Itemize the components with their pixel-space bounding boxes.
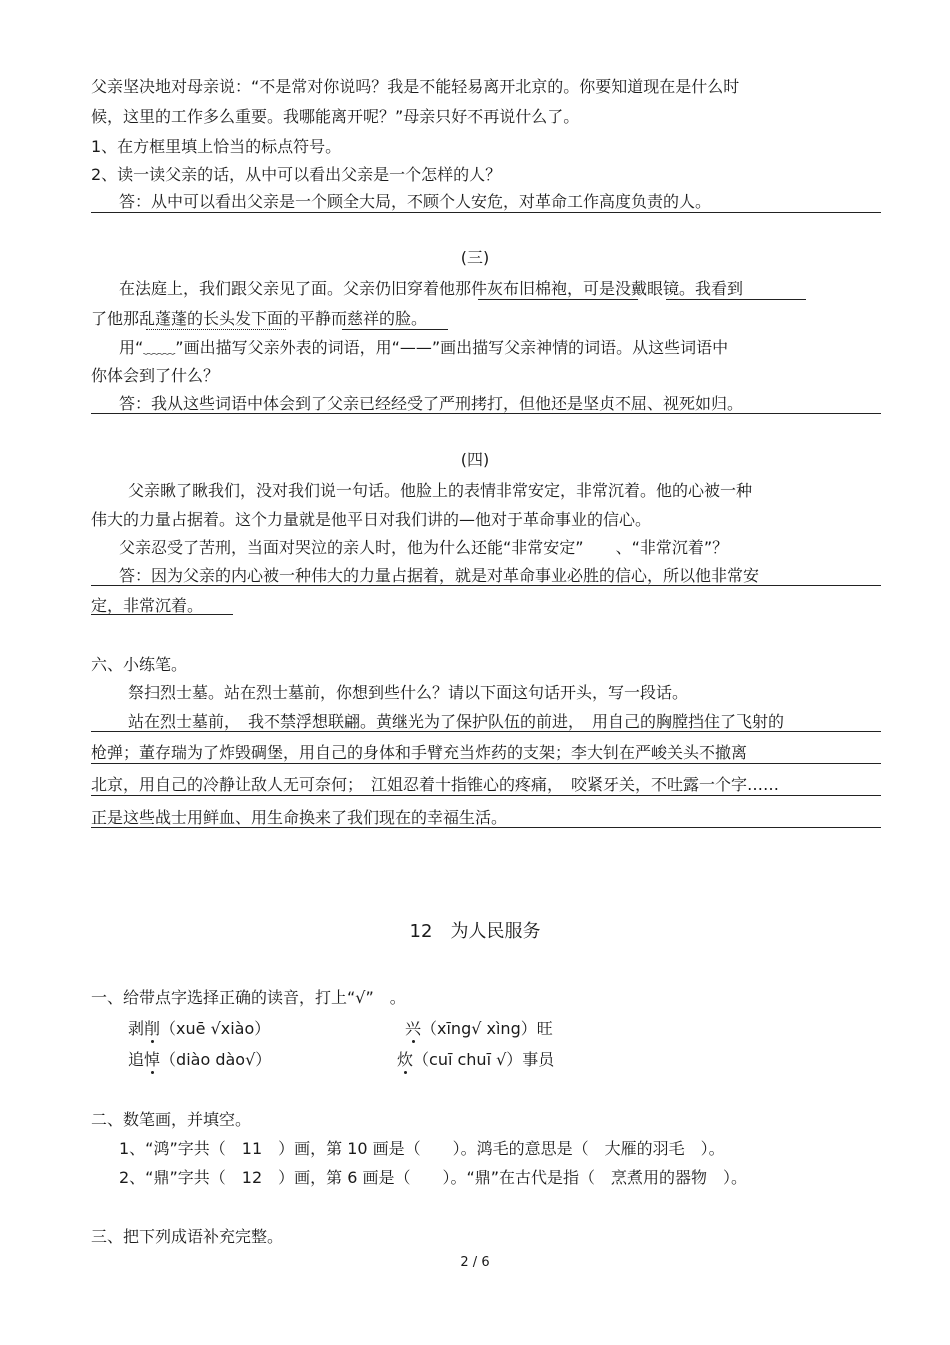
dotted-char: 炊: [397, 1050, 414, 1069]
answer: 答：我从这些词语中体会到了父亲已经经受了严刑拷打，但他还是坚贞不屈、视死如归。: [119, 394, 744, 413]
wavy-underline-mark: [146, 329, 286, 330]
writing-line: 枪弹；董存瑞为了炸毁碉堡，用自己的身体和手臂充当炸药的支架；李大钊在严峻关头不撤离: [91, 743, 748, 762]
dotted-char: 削: [144, 1019, 161, 1038]
question: 你体会到了什么？: [91, 366, 220, 385]
answer-rule: [91, 585, 881, 586]
section-heading: 六、小练笔。: [91, 655, 188, 674]
section-heading: (三): [460, 248, 490, 267]
passage-line: 伟大的力量占据着。这个力量就是他平日对我们讲的—他对于革命事业的信心。: [91, 510, 652, 529]
question: 2、“鼎”字共（ 12 ）画，第 6 画是（ ）。“鼎”在古代是指（ 烹煮用的器物 ）。: [119, 1168, 748, 1187]
underline-mark: [666, 299, 806, 300]
answer: 答：从中可以看出父亲是一个顾全大局，不顾个人安危，对革命工作高度负责的人。: [119, 192, 712, 211]
passage-line: 候，这里的工作多么重要。我哪能离开呢？”母亲只好不再说什么了。: [91, 107, 580, 126]
question: 1、“鸿”字共（ 11 ）画，第 10 画是（ ）。鸿毛的意思是（ 大雁的羽毛 ）。: [119, 1139, 725, 1158]
passage-line: 了他那乱蓬蓬的长头发下面的平静而慈祥的脸。: [91, 309, 428, 328]
question: 三、把下列成语补充完整。: [91, 1227, 284, 1246]
answer-rule: [91, 413, 881, 414]
pinyin-item: [128, 1050, 271, 1070]
page-number: 2 / 6: [460, 1255, 490, 1270]
writing-rule: [91, 795, 881, 796]
pinyin-item: [128, 1019, 270, 1039]
writing-prompt: 祭扫烈士墓。站在烈士墓前，你想到些什么？请以下面这句话开头，写一段话。: [128, 683, 689, 702]
pinyin-options: （xīng√ xìng）旺: [421, 1019, 553, 1038]
char: 剥: [128, 1019, 145, 1038]
answer-rule: [91, 212, 881, 213]
question: 一、给带点字选择正确的读音，打上“√” 。: [91, 988, 406, 1007]
question: 父亲忍受了苦刑，当面对哭泣的亲人时，他为什么还能“非常安定” 、“非常沉着”？: [119, 538, 729, 557]
char: 追: [128, 1050, 145, 1069]
pinyin-options: （cuī chuī √）事员: [413, 1050, 555, 1069]
question: 1、在方框里填上恰当的标点符号。: [91, 137, 342, 156]
answer: 答：因为父亲的内心被一种伟大的力量占据着，就是对革命事业必胜的信心，所以他非常安: [119, 566, 760, 585]
dotted-char: 悼: [144, 1050, 161, 1069]
answer-rule: [91, 614, 233, 615]
writing-line: 正是这些战士用鲜血、用生命换来了我们现在的幸福生活。: [91, 808, 508, 827]
passage-line: 父亲坚决地对母亲说：“不是常对你说吗？我是不能轻易离开北京的。你要知道现在是什么时: [91, 77, 740, 96]
writing-rule: [91, 731, 881, 732]
underline-mark: [342, 329, 448, 330]
answer: 定，非常沉着。: [91, 596, 204, 615]
lesson-title: 12 为人民服务: [409, 921, 541, 942]
pinyin-options: （xuē √xiào）: [160, 1019, 271, 1038]
pinyin-item: [397, 1050, 554, 1070]
writing-line: 北京，用自己的冷静让敌人无可奈何； 江姐忍着十指锥心的疼痛， 咬紧牙关，不吐露一个字……: [91, 775, 780, 794]
writing-rule: [91, 827, 881, 828]
passage-line: 在法庭上，我们跟父亲见了面。父亲仍旧穿着他那件灰布旧棉袍，可是没戴眼镜。我看到: [119, 279, 744, 298]
pinyin-item: [405, 1019, 553, 1039]
section-heading: (四): [460, 450, 490, 469]
question: 二、数笔画，并填空。: [91, 1110, 252, 1129]
underline-mark: [478, 299, 638, 300]
writing-rule: [91, 763, 881, 764]
dotted-char: 兴: [405, 1019, 422, 1038]
question: 2、读一读父亲的话，从中可以看出父亲是一个怎样的人？: [91, 165, 502, 184]
pinyin-options: （diào dào√）: [160, 1050, 272, 1069]
question: 用“﹏﹏”画出描写父亲外表的词语，用“——”画出描写父亲神情的词语。从这些词语中: [119, 338, 729, 357]
writing-line: 站在烈士墓前， 我不禁浮想联翩。黄继光为了保护队伍的前进， 用自己的胸膛挡住了飞射的: [128, 712, 785, 731]
passage-line: 父亲瞅了瞅我们，没对我们说一句话。他脸上的表情非常安定，非常沉着。他的心被一种: [128, 481, 753, 500]
